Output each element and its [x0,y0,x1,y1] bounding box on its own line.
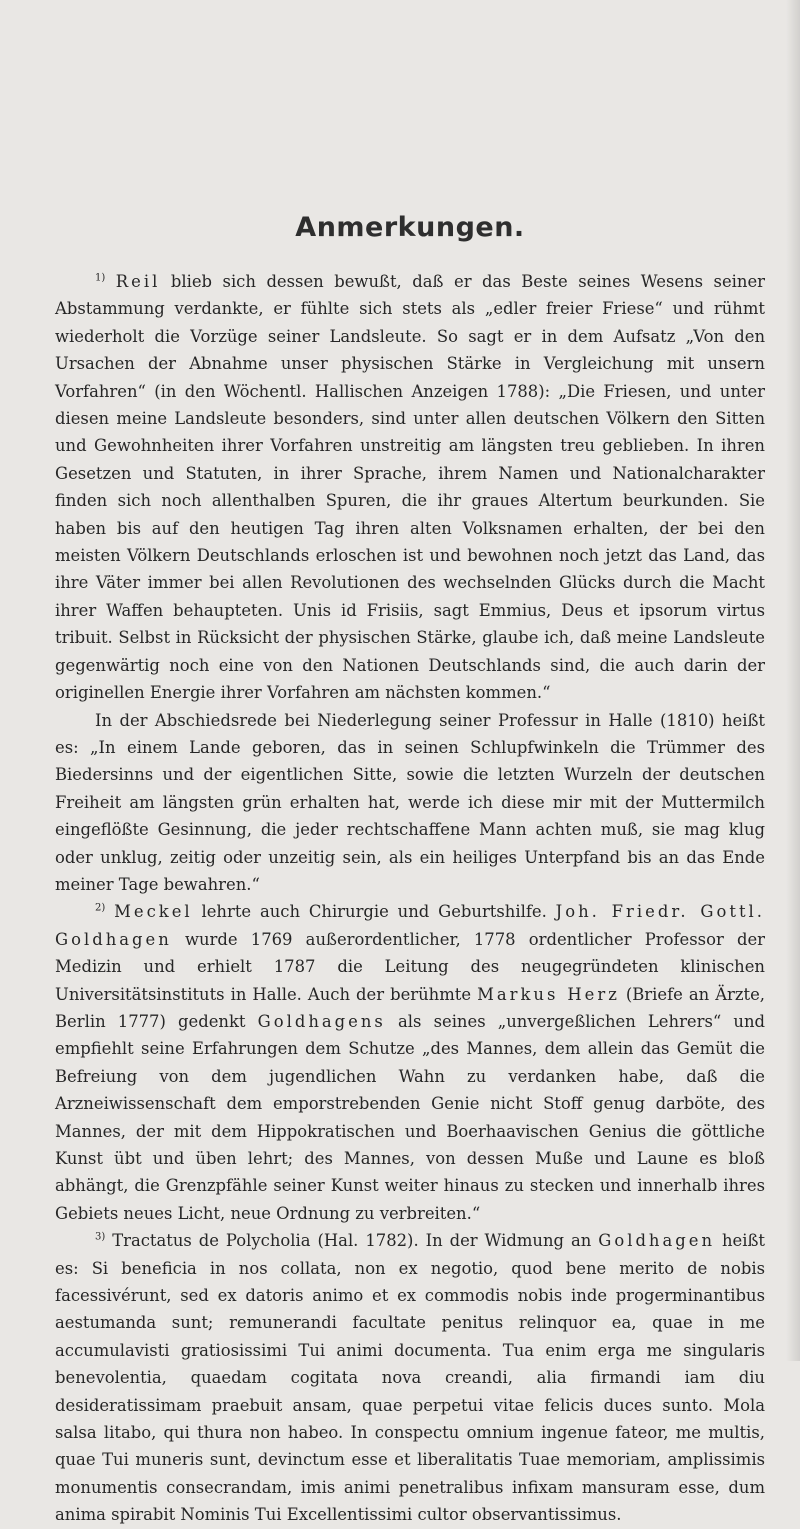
note-text: In der Abschiedsrede bei Niederlegung seiner Professur in Halle (1810) heißt es: „In einem Lande geboren, das in seinen Schlupfwinkeln die Trümmer des Biedersinns und der eigentlichen Sitte, sowie die letzten Wurzeln der deutschen Freiheit am längsten grün erhalten hat, werde ich diese mir mit der Muttermilch eingeflößte Gesinnung, die jeder rechtschaffene Mann achten muß, sie mag klug oder unklug, zeitig oder unzeitig sein, als ein heiliges Unterpfand bis an das Ende meiner Tage bewahren.“ [55,710,765,894]
footnote-marker: 2) [95,902,106,914]
note-text: Tractatus de Polycholia (Hal. 1782). In der Widmung an [105,1231,599,1251]
person-name: Joh. Friedr. Gottl. Goldhagen [55,902,765,949]
note-text: lehrte auch Chirurgie und Geburtshilfe. [192,902,556,922]
person-name: Goldhagen [598,1231,716,1251]
notes-body [55,268,765,1529]
note-1-continued [55,707,765,899]
note-text: wurde 1769 außerordentlicher, 1778 ordentlicher Professor der Medizin und erhielt 1787 die Leitung des neugegründeten klinischen Universitätsinstituts in Halle. Auch der berühmte [55,929,765,1004]
footnote-marker: 1) [95,272,106,284]
note-text: (Briefe an Ärzte, Berlin 1777) gedenkt [55,984,765,1031]
person-name: Reil [115,272,161,291]
note-3 [55,1227,765,1528]
person-name: Meckel [114,902,193,922]
footnote-marker: 3) [95,1231,106,1243]
page-title: Anmerkungen. [295,212,525,243]
person-name: Markus Herz [477,984,620,1004]
note-1 [55,268,765,707]
note-2 [55,898,765,1227]
person-name: Goldhagens [257,1011,386,1031]
note-text: als seines „unvergeßlichen Lehrers“ und empfiehlt seine Erfahrungen dem Schutze „des Mannes, dem allein das Gemüt die Befreiung von dem jugendlichen Wahn zu verdanken habe, daß die Arzneiwissenschaft dem emporstrebenden Genie nicht Stoff genug darböte, des Mannes, der mit dem Hippokratischen und Boerhaavischen Genius die göttliche Kunst übt und üben lehrt; des Mannes, von dessen Muße und Laune es bloß abhängt, die Grenzpfähle seiner Kunst weiter hinaus zu stecken und innerhalb ihres Gebiets neues Licht, neue Ordnung zu verbreiten.“ [55,1011,765,1223]
page-edge-shadow [786,0,800,1361]
note-text: heißt es: Si beneficia in nos collata, non ex negotio, quod bene merito de nobis facessivérunt, sed ex datoris animo et ex commodis nobis inde progerminantibus aestumanda sunt; remunerandi facultate penitus relinquor ea, quae in me accumulavisti gratiosissimi Tui animi documenta. Tua enim erga me singularis benevolentia, quaedam cogitata nova creandi, alia firmandi iam diu desideratissimam praebuit ansam, quae perpetui vitae felicis duces sunto. Mola salsa litabo, qui thura non habeo. In conspectu omnium ingenue fateor, me multis, quae Tui muneris sunt, devinctum esse et liberalitatis Tuae memoriam, amplissimis monumentis consecrandam, imis animi penetralibus infixam mansuram esse, dum anima spirabit Nominis Tui Excellentissimi cultor observantissimus. [55,1231,765,1525]
note-text: blieb sich dessen bewußt, daß er das Beste seines Wesens seiner Abstammung verdankte, er fühlte sich stets als „edler freier Friese“ und rühmt wiederholt die Vorzüge seiner Landsleute. So sagt er in dem Aufsatz „Von den Ursachen der Abnahme unser physischen Stärke in Vergleichung mit unsern Vorfahren“ (in den Wöchentl. Hallischen Anzeigen 1788): „Die Friesen, und unter diesen meine Landsleute besonders, sind unter allen deutschen Völkern den Sitten und Gewohnheiten ihrer Vorfahren unstreitig am längsten treu geblieben. In ihren Gesetzen und Statuten, in ihrer Sprache, ihrem Namen und Nationalcharakter finden sich noch allenthalben Spuren, die ihr graues Altertum beurkunden. Sie haben bis auf den heutigen Tag ihren alten Volksnamen erhalten, der bei den meisten Völkern Deutschlands erloschen ist und bewohnen noch jetzt das Land, das ihre Väter immer bei allen Revolutionen des wechselnden Glücks durch die Macht ihrer Waffen behaupteten. Unis id Frisiis, sagt Emmius, Deus et ipsorum virtus tribuit. Selbst in Rücksicht der physischen Stärke, glaube ich, daß meine Landsleute gegenwärtig noch eine von den Nationen Deutschlands sind, die auch darin der originellen Energie ihrer Vorfahren am nächsten kommen.“ [55,272,765,703]
